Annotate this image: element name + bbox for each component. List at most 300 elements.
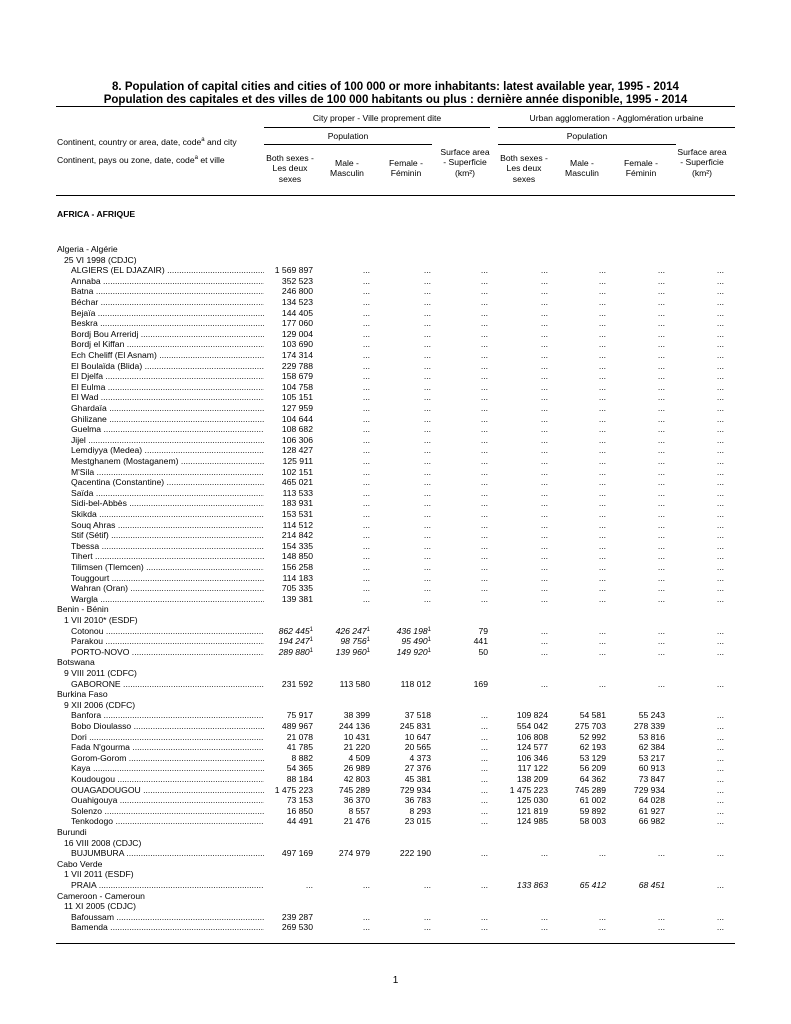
- cell-surface-city: ...: [480, 286, 488, 297]
- cell-female-city: ...: [423, 456, 431, 466]
- table-row: [0, 509, 791, 520]
- cell-surface-urban: ...: [716, 816, 724, 827]
- cell-surface-urban: ...: [716, 922, 724, 933]
- cell-female-city: ...: [423, 583, 431, 594]
- cell-both-sexes-city: 183 931: [281, 498, 313, 509]
- cell-male-urban: ...: [598, 646, 606, 657]
- cell-surface-urban: ...: [716, 477, 724, 488]
- cell-both-sexes-city: 246 800: [281, 286, 313, 297]
- cell-male-urban: ...: [598, 477, 606, 488]
- cell-both-sexes-urban: ...: [540, 371, 548, 382]
- cell-female-city: ...: [423, 880, 431, 890]
- cell-surface-urban: ...: [716, 434, 724, 445]
- cell-male-city: 426 $247^1$: [335, 625, 370, 636]
- cell-female-city: ...: [423, 434, 431, 445]
- cell-female-city: ...: [423, 540, 431, 551]
- cell-surface-city: 441: [473, 636, 488, 647]
- cell-male-city: 21 220: [343, 742, 370, 753]
- cell-female-city: 27 376: [404, 763, 431, 774]
- cell-both-sexes-urban: ...: [540, 413, 548, 424]
- cell-both-sexes-urban: 124 985: [516, 816, 548, 827]
- cell-both-sexes-city: 21 078: [286, 731, 313, 742]
- city-label: M'Sila .....: [71, 467, 264, 478]
- cell-both-sexes-urban: ...: [540, 678, 548, 689]
- cell-male-urban: 64 362: [579, 774, 606, 784]
- cell-surface-city: ...: [480, 593, 488, 604]
- cell-both-sexes-city: 289 $880^1$: [278, 646, 313, 657]
- city-label: PORTO-NOVO .....: [71, 647, 264, 658]
- population-header-city: Population: [327, 131, 369, 141]
- cell-surface-urban: ...: [716, 466, 724, 477]
- cell-surface-urban: ...: [716, 275, 724, 286]
- table-row: [0, 806, 791, 817]
- cell-both-sexes-city: 129 004: [281, 328, 313, 339]
- footnote-marker: 1: [427, 647, 431, 654]
- cell-male-urban: ...: [598, 434, 606, 445]
- cell-both-sexes-city: 194 $247^1$: [278, 636, 313, 647]
- spacer-row: [0, 233, 791, 244]
- cell-both-sexes-city: 134 523: [281, 297, 313, 307]
- country-label: Burundi: [57, 827, 87, 837]
- cell-female-urban: ...: [657, 487, 665, 498]
- cell-male-urban: ...: [598, 350, 606, 360]
- table-row: [0, 530, 791, 541]
- cell-surface-urban: ...: [716, 350, 724, 360]
- cell-both-sexes-city: 497 169: [281, 848, 313, 859]
- cell-surface-city: 50: [478, 646, 488, 657]
- date-row: [0, 255, 791, 266]
- cell-both-sexes-city: 465 021: [281, 477, 313, 488]
- cell-male-urban: ...: [598, 318, 606, 329]
- cell-both-sexes-urban: ...: [540, 286, 548, 297]
- cell-both-sexes-urban: 121 819: [516, 805, 548, 816]
- cell-male-urban: ...: [598, 678, 606, 689]
- cell-male-city: ...: [362, 392, 370, 403]
- city-label: Fada N'gourma .....: [71, 742, 264, 753]
- cell-female-urban: 73 847: [638, 774, 665, 784]
- table-row: [0, 318, 791, 329]
- cell-male-urban: 745 289: [574, 784, 606, 795]
- stub-header-fr: Continent, pays ou zone, date, code$^a$ et ville: [57, 154, 225, 165]
- cell-male-city: ...: [362, 487, 370, 498]
- cell-surface-city: 79: [478, 625, 488, 636]
- cell-surface-urban: ...: [716, 456, 724, 466]
- cell-surface-urban: ...: [716, 562, 724, 572]
- cell-surface-urban: ...: [716, 805, 724, 816]
- table-row: [0, 350, 791, 361]
- cell-male-city: ...: [362, 583, 370, 594]
- city-label: Guelma .....: [71, 424, 264, 435]
- city-label: Batna .....: [71, 286, 264, 297]
- cell-male-urban: ...: [598, 297, 606, 307]
- cell-female-urban: ...: [657, 498, 665, 509]
- cell-male-urban: ...: [598, 286, 606, 297]
- cell-female-city: ...: [423, 403, 431, 413]
- city-label: Cotonou .....: [71, 626, 264, 637]
- date-label: 16 VIII 2008 (CDJC): [64, 837, 142, 848]
- cell-both-sexes-urban: ...: [540, 625, 548, 636]
- cell-surface-urban: ...: [716, 646, 724, 657]
- city-label: Tbessa .....: [71, 541, 264, 552]
- table-row: [0, 477, 791, 488]
- cell-both-sexes-city: 1 475 223: [274, 784, 313, 795]
- table-row: [0, 721, 791, 732]
- cell-female-urban: 60 913: [638, 763, 665, 774]
- table-row: [0, 445, 791, 456]
- cell-female-city: ...: [423, 286, 431, 297]
- cell-female-city: 436 $198^1$: [396, 625, 431, 636]
- cell-female-city: 245 831: [399, 721, 431, 731]
- cell-both-sexes-urban: 109 824: [516, 710, 548, 721]
- cell-female-urban: ...: [657, 265, 665, 276]
- col-head-female-city: Female - Féminin: [389, 158, 423, 179]
- cell-both-sexes-urban: ...: [540, 339, 548, 350]
- table-row: [0, 308, 791, 319]
- city-label: Bamenda .....: [71, 922, 264, 933]
- col-head-surface-city: Surface area - Superficie (km²): [440, 147, 490, 178]
- city-label: Sidi-bel-Abbès .....: [71, 498, 264, 509]
- cell-female-city: ...: [423, 360, 431, 371]
- country-row: [0, 604, 791, 615]
- cell-both-sexes-city: 114 183: [282, 572, 313, 583]
- table-row: [0, 742, 791, 753]
- cell-female-city: 4 373: [409, 752, 431, 763]
- cell-both-sexes-city: 75 917: [286, 710, 313, 721]
- cell-both-sexes-urban: ...: [540, 519, 548, 530]
- cell-female-urban: ...: [657, 360, 665, 371]
- city-label: Beskra .....: [71, 318, 264, 329]
- cell-both-sexes-city: 108 682: [281, 424, 313, 435]
- cell-surface-city: ...: [480, 498, 488, 509]
- table-row: [0, 297, 791, 308]
- cell-female-city: ...: [423, 562, 431, 572]
- group-row: [0, 209, 791, 220]
- cell-male-city: ...: [362, 328, 370, 339]
- country-row: [0, 891, 791, 902]
- cell-male-urban: ...: [598, 456, 606, 466]
- city-label: Mestghanem (Mostaganem) .....: [71, 456, 264, 467]
- cell-both-sexes-urban: 125 030: [516, 795, 548, 806]
- table-row: [0, 265, 791, 276]
- cell-female-urban: ...: [657, 339, 665, 350]
- city-label: Ghilizane .....: [71, 414, 264, 425]
- cell-male-urban: ...: [598, 519, 606, 530]
- cell-male-city: ...: [362, 562, 370, 572]
- cell-female-urban: ...: [657, 413, 665, 424]
- cell-female-urban: ...: [657, 275, 665, 286]
- cell-both-sexes-urban: ...: [540, 466, 548, 477]
- cell-male-city: ...: [362, 572, 370, 583]
- cell-surface-urban: ...: [716, 551, 724, 562]
- cell-both-sexes-urban: ...: [540, 562, 548, 572]
- cell-both-sexes-urban: 133 863: [516, 880, 548, 890]
- cell-female-urban: ...: [657, 540, 665, 551]
- city-proper-header: City proper - Ville proprement dite: [312, 113, 442, 123]
- cell-both-sexes-urban: ...: [540, 424, 548, 435]
- city-label: Dori .....: [71, 732, 264, 743]
- cell-surface-city: ...: [480, 434, 488, 445]
- footnote-marker: 1: [309, 626, 313, 633]
- cell-surface-urban: ...: [716, 530, 724, 541]
- cell-surface-urban: ...: [716, 752, 724, 763]
- cell-male-city: ...: [362, 286, 370, 297]
- cell-male-city: 98 $756^1$: [340, 636, 370, 647]
- page-number: 1: [392, 975, 399, 986]
- cell-female-city: ...: [423, 413, 431, 424]
- cell-male-urban: ...: [598, 339, 606, 350]
- cell-female-urban: ...: [657, 477, 665, 488]
- cell-male-city: ...: [362, 381, 370, 392]
- cell-female-urban: ...: [657, 530, 665, 541]
- cell-male-city: ...: [362, 519, 370, 530]
- cell-female-urban: ...: [657, 434, 665, 445]
- cell-male-urban: ...: [598, 625, 606, 636]
- city-label: Lemdiyya (Medea) .....: [71, 445, 264, 456]
- cell-male-urban: 59 892: [579, 805, 606, 816]
- cell-surface-city: 169: [473, 678, 488, 689]
- cell-surface-urban: ...: [716, 742, 724, 753]
- cell-both-sexes-urban: ...: [540, 530, 548, 541]
- cell-male-city: ...: [362, 530, 370, 541]
- cell-male-urban: ...: [598, 911, 606, 922]
- country-row: [0, 244, 791, 255]
- date-row: [0, 838, 791, 849]
- cell-female-city: ...: [423, 275, 431, 286]
- table-row: [0, 435, 791, 446]
- cell-male-city: 42 803: [343, 774, 370, 784]
- city-label: El Eulma .....: [71, 382, 264, 393]
- cell-male-urban: ...: [598, 551, 606, 562]
- cell-both-sexes-urban: ...: [540, 307, 548, 318]
- cell-female-urban: ...: [657, 583, 665, 594]
- cell-male-city: ...: [362, 456, 370, 466]
- table-row: [0, 276, 791, 287]
- cell-male-urban: ...: [598, 265, 606, 276]
- col-head-both-sexes-city: Both sexes - Les deux sexes: [266, 153, 314, 184]
- cell-female-city: 8 293: [409, 805, 431, 816]
- cell-both-sexes-city: 148 850: [281, 551, 313, 562]
- cell-female-city: ...: [423, 307, 431, 318]
- date-row: [0, 615, 791, 626]
- cell-both-sexes-urban: ...: [540, 456, 548, 466]
- cell-female-urban: ...: [657, 381, 665, 392]
- cell-female-urban: ...: [657, 625, 665, 636]
- table-row: [0, 520, 791, 531]
- cell-male-urban: ...: [598, 360, 606, 371]
- cell-surface-urban: ...: [716, 424, 724, 435]
- table-row: [0, 371, 791, 382]
- cell-female-city: 95 $490^1$: [401, 636, 431, 647]
- cell-both-sexes-urban: ...: [540, 434, 548, 445]
- cell-both-sexes-urban: ...: [540, 360, 548, 371]
- city-label: ALGIERS (EL DJAZAIR) .....: [71, 265, 264, 276]
- cell-both-sexes-city: ...: [305, 880, 313, 890]
- city-label: Tilimsen (Tlemcen) .....: [71, 562, 264, 573]
- cell-male-city: 4 509: [348, 752, 370, 763]
- city-label: Tihert .....: [71, 551, 264, 562]
- cell-both-sexes-city: 127 959: [281, 403, 313, 413]
- cell-male-city: 10 431: [343, 731, 370, 742]
- cell-both-sexes-city: 269 530: [281, 922, 313, 933]
- cell-male-city: ...: [362, 593, 370, 604]
- cell-both-sexes-city: 104 644: [281, 413, 313, 424]
- table-row: [0, 795, 791, 806]
- cell-surface-city: ...: [480, 742, 488, 753]
- cell-surface-city: ...: [480, 509, 488, 519]
- cell-surface-city: ...: [480, 540, 488, 551]
- cell-male-urban: 52 992: [579, 731, 606, 742]
- country-row: [0, 657, 791, 668]
- table-row: [0, 339, 791, 350]
- cell-both-sexes-city: 352 523: [281, 275, 313, 286]
- cell-female-urban: ...: [657, 551, 665, 562]
- cell-female-urban: ...: [657, 678, 665, 689]
- cell-female-urban: ...: [657, 318, 665, 329]
- country-row: [0, 827, 791, 838]
- cell-both-sexes-city: 54 365: [286, 763, 313, 774]
- cell-female-urban: 66 982: [638, 816, 665, 827]
- group-label: AFRICA - AFRIQUE: [57, 209, 136, 219]
- cell-both-sexes-city: 231 592: [281, 678, 313, 689]
- cell-female-urban: 64 028: [638, 795, 665, 806]
- footnote-marker: 1: [366, 637, 370, 644]
- cell-female-urban: ...: [657, 286, 665, 297]
- date-row: [0, 668, 791, 679]
- city-label: Annaba .....: [71, 276, 264, 287]
- cell-female-city: ...: [423, 498, 431, 509]
- cell-surface-city: ...: [480, 816, 488, 827]
- cell-both-sexes-city: 705 335: [281, 583, 313, 594]
- cell-male-urban: ...: [598, 509, 606, 519]
- city-label: Qacentina (Constantine) .....: [71, 477, 264, 488]
- cell-surface-city: ...: [480, 275, 488, 286]
- city-label: Koudougou .....: [71, 774, 264, 785]
- cell-both-sexes-urban: ...: [540, 848, 548, 859]
- cell-female-urban: ...: [657, 922, 665, 933]
- stub-header-en: Continent, country or area, date, code$^a$ and city: [57, 136, 237, 147]
- cell-male-urban: ...: [598, 922, 606, 933]
- cell-female-urban: 278 339: [633, 721, 665, 731]
- cell-male-city: ...: [362, 360, 370, 371]
- cell-both-sexes-urban: 117 122: [517, 763, 548, 774]
- cell-surface-city: ...: [480, 562, 488, 572]
- table-row: [0, 922, 791, 933]
- cell-surface-city: ...: [480, 922, 488, 933]
- table-row: [0, 414, 791, 425]
- table-row: [0, 848, 791, 859]
- cell-surface-city: ...: [480, 805, 488, 816]
- cell-both-sexes-urban: 124 577: [516, 742, 548, 753]
- date-label: 9 XII 2006 (CDFC): [64, 699, 136, 710]
- table-row: [0, 763, 791, 774]
- cell-both-sexes-urban: ...: [540, 636, 548, 647]
- city-label: Bejaïa .....: [71, 308, 264, 319]
- cell-male-city: ...: [362, 445, 370, 456]
- cell-female-city: ...: [423, 593, 431, 604]
- cell-male-city: ...: [362, 413, 370, 424]
- table-row: [0, 573, 791, 584]
- cell-both-sexes-city: 8 882: [291, 752, 313, 763]
- cell-both-sexes-urban: 106 808: [516, 731, 548, 742]
- table-row: [0, 467, 791, 478]
- cell-male-city: ...: [362, 434, 370, 445]
- cell-both-sexes-city: 114 512: [282, 519, 313, 530]
- cell-female-urban: ...: [657, 371, 665, 382]
- country-label: Cameroon - Cameroun: [57, 890, 145, 901]
- city-label: Bordj Bou Arreridj .....: [71, 329, 264, 340]
- city-label: Bafoussam .....: [71, 912, 264, 923]
- cell-both-sexes-urban: ...: [540, 403, 548, 413]
- cell-female-urban: ...: [657, 636, 665, 647]
- cell-both-sexes-city: 113 533: [282, 487, 313, 498]
- cell-surface-urban: ...: [716, 328, 724, 339]
- cell-both-sexes-urban: ...: [540, 551, 548, 562]
- city-label: Bobo Dioulasso .....: [71, 721, 264, 732]
- city-label: Souq Ahras .....: [71, 520, 264, 531]
- cell-female-urban: ...: [657, 328, 665, 339]
- cell-male-urban: 56 209: [579, 763, 606, 774]
- col-head-surface-urban: Surface area - Superficie (km²): [677, 147, 727, 178]
- cell-male-urban: ...: [598, 562, 606, 572]
- cell-male-city: ...: [362, 371, 370, 382]
- footnote-marker: 1: [427, 637, 431, 644]
- cell-female-urban: ...: [657, 350, 665, 360]
- cell-female-urban: ...: [657, 424, 665, 435]
- cell-female-urban: ...: [657, 307, 665, 318]
- cell-surface-urban: ...: [716, 784, 724, 795]
- city-label: Skikda .....: [71, 509, 264, 520]
- cell-male-urban: 58 003: [579, 816, 606, 827]
- cell-both-sexes-city: 102 151: [281, 466, 313, 477]
- cell-female-urban: ...: [657, 562, 665, 572]
- cell-male-city: ...: [362, 403, 370, 413]
- cell-female-city: 37 518: [404, 710, 431, 721]
- cell-surface-city: ...: [480, 784, 488, 795]
- cell-both-sexes-city: 154 335: [281, 540, 313, 551]
- country-row: [0, 859, 791, 870]
- footnote-marker: 1: [309, 647, 313, 654]
- cell-surface-city: ...: [480, 456, 488, 466]
- cell-female-urban: ...: [657, 456, 665, 466]
- cell-male-urban: 61 002: [579, 795, 606, 806]
- cell-female-city: ...: [423, 572, 431, 583]
- cell-male-urban: 65 412: [579, 880, 606, 890]
- cell-both-sexes-city: 44 491: [286, 816, 313, 827]
- cell-female-city: ...: [423, 509, 431, 519]
- cell-surface-urban: ...: [716, 307, 724, 318]
- table-row: [0, 382, 791, 393]
- table-row: [0, 647, 791, 658]
- city-label: Solenzo .....: [71, 806, 264, 817]
- cell-both-sexes-urban: ...: [540, 265, 548, 276]
- cell-male-city: ...: [362, 911, 370, 922]
- cell-female-city: ...: [423, 392, 431, 403]
- cell-both-sexes-city: 88 184: [286, 774, 313, 784]
- cell-male-city: 38 399: [343, 710, 370, 721]
- table-row: [0, 732, 791, 743]
- table-title-en: 8. Population of capital cities and cities of 100 000 or more inhabitants: latest available year, 1995 - 2014: [112, 81, 679, 93]
- table-row: [0, 498, 791, 509]
- cell-both-sexes-urban: ...: [540, 381, 548, 392]
- table-row: [0, 753, 791, 764]
- cell-female-city: 10 647: [404, 731, 431, 742]
- city-label: Ouahigouya .....: [71, 795, 264, 806]
- cell-surface-urban: ...: [716, 297, 724, 307]
- table-row: [0, 880, 791, 891]
- date-row: [0, 869, 791, 880]
- cell-surface-city: ...: [480, 392, 488, 403]
- cell-male-urban: ...: [598, 572, 606, 583]
